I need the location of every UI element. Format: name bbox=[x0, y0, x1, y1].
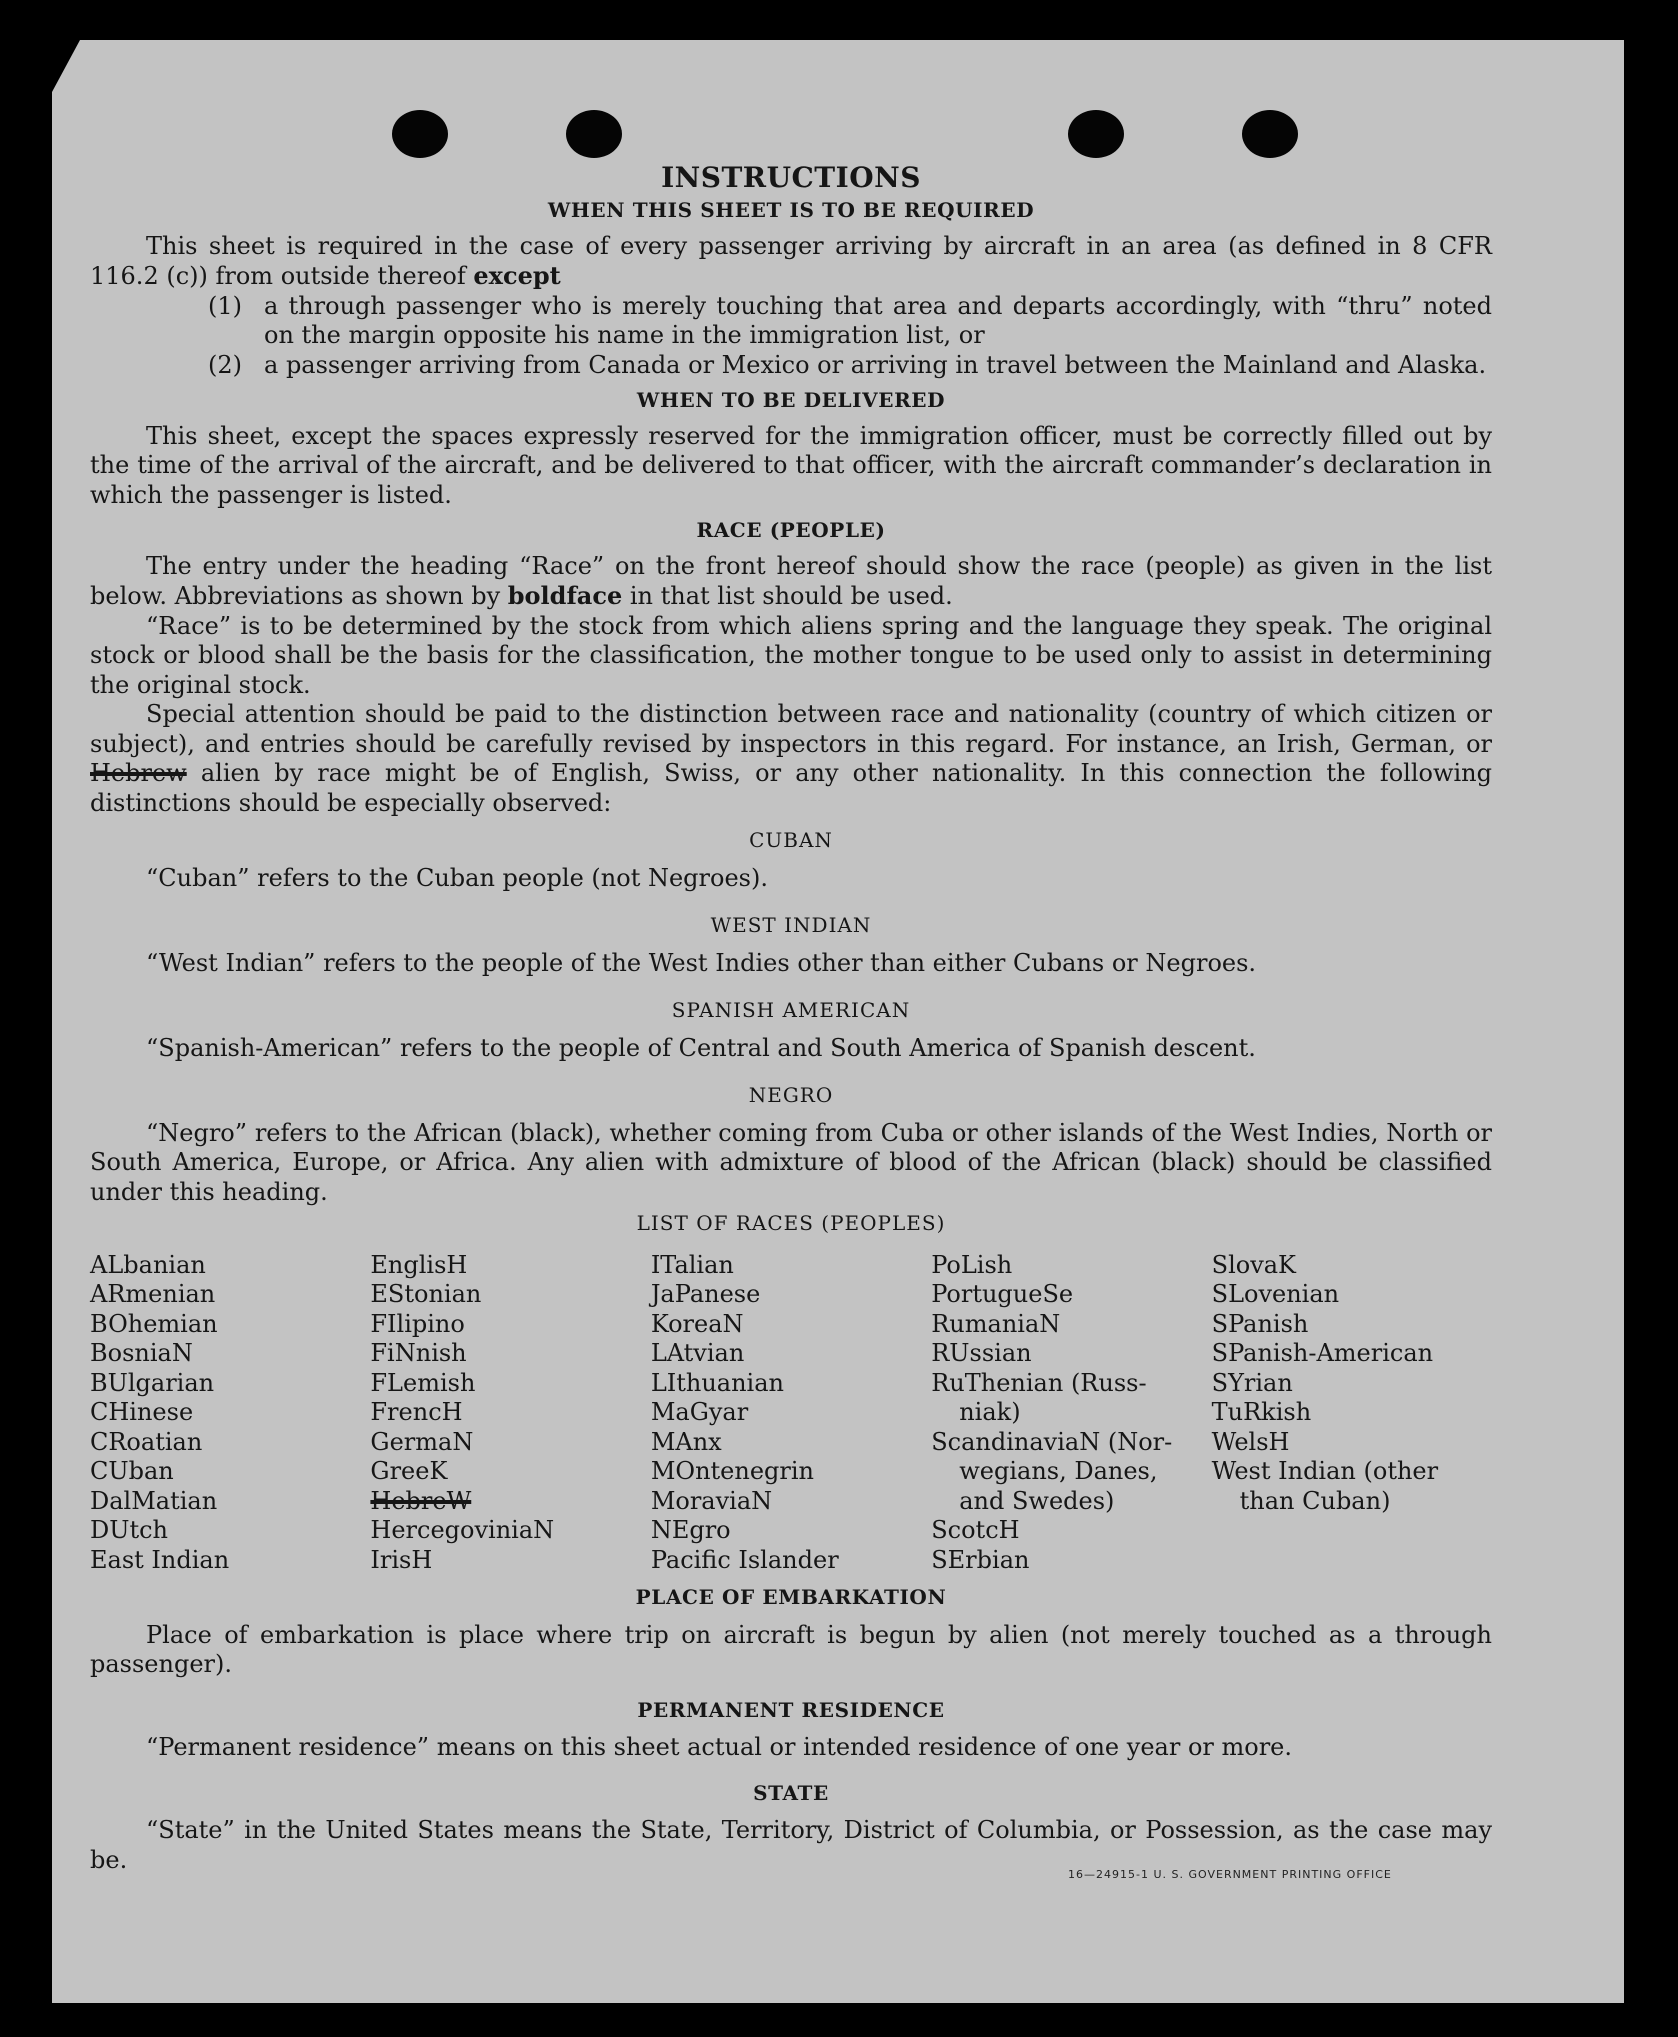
section-heading-when-delivered: WHEN TO BE DELIVERED bbox=[636, 388, 946, 412]
section-heading-race: RACE (PEOPLE) bbox=[696, 518, 886, 542]
race-entry: RuThenian (Russ- bbox=[931, 1368, 1147, 1397]
race-column bbox=[651, 1251, 931, 1576]
race-entry: DalMatian bbox=[90, 1486, 218, 1515]
race-entry: HebreW bbox=[370, 1486, 472, 1515]
paragraph: “Negro” refers to the African (black), whether coming from Cuba or other islands of the West Indies, North or South America, Europe, or Africa. Any alien with admixture of blood of the African (black) should be classified under this heading. bbox=[90, 1118, 1492, 1206]
race-entry: LAtvian bbox=[650, 1339, 745, 1367]
punch-hole bbox=[1242, 110, 1298, 158]
paragraph bbox=[90, 700, 1492, 818]
item-text: a through passenger who is merely touching that area and departs accordingly, with “thru” noted on the margin opposite his name in the immigration list, or bbox=[264, 291, 1492, 349]
race-column bbox=[90, 1251, 370, 1576]
section-heading-state: STATE bbox=[753, 1780, 829, 1805]
list-item bbox=[208, 351, 1492, 381]
paragraph bbox=[90, 552, 1492, 612]
section-heading-west-indian: WEST INDIAN bbox=[710, 913, 872, 937]
race-entry: CRoatian bbox=[90, 1427, 203, 1456]
text: The entry under the heading “Race” on the front hereof should show the race (people) as given in the list below. Abbreviations as shown by bbox=[90, 551, 1492, 610]
race-entry: SPanish-American bbox=[1211, 1339, 1434, 1367]
race-entry: BosniaN bbox=[90, 1339, 193, 1367]
race-entry: ScandinaviaN (Nor- bbox=[931, 1427, 1173, 1456]
race-entry: wegians, Danes, bbox=[959, 1457, 1158, 1485]
race-list bbox=[90, 1251, 1492, 1576]
race-entry: NEgro bbox=[650, 1516, 731, 1544]
paragraph: “West Indian” refers to the people of the West Indies other than either Cubans or Negroes. bbox=[146, 948, 1257, 977]
race-entry: IrisH bbox=[370, 1545, 433, 1574]
paragraph: “Race” is to be determined by the stock from which aliens spring and the language they speak. The original stock or blood shall be the basis for the classification, the mother tongue to be used only to assist in determining the original stock. bbox=[90, 611, 1492, 699]
race-entry: SErbian bbox=[931, 1545, 1030, 1574]
race-entry: JaPanese bbox=[650, 1280, 761, 1308]
struck-text: Hebrew bbox=[90, 759, 187, 787]
race-entry: BUlgarian bbox=[90, 1368, 215, 1397]
race-entry: East Indian bbox=[90, 1545, 230, 1574]
race-entry: SLovenian bbox=[1211, 1280, 1340, 1308]
race-entry: West Indian (other bbox=[1211, 1457, 1439, 1485]
text: in that list should be used. bbox=[629, 582, 953, 610]
text: alien by race might be of English, Swiss, or any other nationality. In this connection the following distinctions should be especially observed: bbox=[90, 759, 1492, 817]
race-column bbox=[370, 1251, 650, 1576]
item-number: (2) bbox=[208, 350, 242, 379]
section-heading-list-of-races: LIST OF RACES (PEOPLES) bbox=[636, 1211, 946, 1235]
race-entry: niak) bbox=[959, 1398, 1021, 1426]
paragraph bbox=[90, 261, 1492, 292]
paragraph: “Spanish-American” refers to the people of Central and South America of Spanish descent. bbox=[146, 1033, 1256, 1062]
race-entry: BOhemian bbox=[90, 1309, 218, 1338]
text: Special attention should be paid to the distinction between race and nationality (country of which citizen or subject), and entries should be carefully revised by inspectors in this regard. For instance, an Irish, German, or bbox=[90, 700, 1492, 758]
race-entry: HercegoviniaN bbox=[370, 1516, 555, 1544]
race-entry: ScotcH bbox=[931, 1516, 1020, 1544]
race-entry: and Swedes) bbox=[959, 1486, 1115, 1515]
race-entry: SlovaK bbox=[1211, 1250, 1296, 1279]
race-entry: DUtch bbox=[90, 1516, 169, 1544]
paragraph bbox=[90, 232, 1492, 262]
race-entry: FIlipino bbox=[370, 1309, 465, 1338]
race-entry: TuRkish bbox=[1211, 1398, 1312, 1426]
race-entry: EnglisH bbox=[370, 1250, 468, 1279]
race-entry: CUban bbox=[90, 1457, 174, 1485]
race-entry: GreeK bbox=[370, 1457, 448, 1485]
race-entry: GermaN bbox=[370, 1427, 474, 1456]
race-column bbox=[1212, 1251, 1492, 1576]
printer-imprint: 16—24915-1 U. S. GOVERNMENT PRINTING OFFICE bbox=[1068, 1868, 1392, 1881]
punch-hole bbox=[392, 110, 448, 158]
page-title: INSTRUCTIONS bbox=[661, 161, 921, 194]
punch-hole bbox=[566, 110, 622, 158]
paragraph: “Permanent residence” means on this sheet actual or intended residence of one year or more. bbox=[146, 1733, 1292, 1761]
bold-text: boldface bbox=[507, 581, 623, 610]
race-entry: SYrian bbox=[1211, 1368, 1293, 1397]
race-entry: CHinese bbox=[90, 1398, 194, 1426]
paragraph: This sheet, except the spaces expressly reserved for the immigration officer, must be correctly filled out by the time of the arrival of the aircraft, and be delivered to that officer, with the aircraft commander’s declaration in which the passenger is listed. bbox=[90, 421, 1492, 509]
section-heading-embarkation: PLACE OF EMBARKATION bbox=[635, 1585, 947, 1609]
text: This sheet is required in the case of every passenger arriving by aircraft in an area (as defined in 8 CFR bbox=[146, 231, 1492, 260]
race-entry: ARmenian bbox=[90, 1280, 216, 1308]
section-heading-cuban: CUBAN bbox=[749, 828, 833, 852]
punch-hole bbox=[1068, 110, 1124, 158]
race-entry: RUssian bbox=[931, 1339, 1032, 1367]
race-entry: ALbanian bbox=[90, 1250, 206, 1279]
race-entry: PortugueSe bbox=[931, 1280, 1074, 1308]
race-entry: Pacific Islander bbox=[650, 1545, 839, 1574]
race-entry: KoreaN bbox=[650, 1309, 744, 1338]
list-item bbox=[208, 292, 1492, 351]
race-entry: RumaniaN bbox=[931, 1309, 1061, 1338]
bold-text: except bbox=[473, 261, 561, 290]
item-number: (1) bbox=[208, 291, 242, 320]
item-text: a passenger arriving from Canada or Mexico or arriving in travel between the Mainland and Alaska. bbox=[264, 350, 1487, 379]
race-entry: than Cuban) bbox=[1239, 1486, 1391, 1515]
race-entry: LIthuanian bbox=[650, 1368, 784, 1397]
section-heading-negro: NEGRO bbox=[748, 1083, 834, 1107]
race-column bbox=[931, 1251, 1211, 1576]
race-entry: MaGyar bbox=[650, 1398, 749, 1426]
race-entry: FLemish bbox=[370, 1368, 476, 1397]
text: 116.2 (c)) from outside thereof bbox=[90, 262, 466, 290]
race-entry: MoraviaN bbox=[650, 1486, 773, 1515]
paragraph: “Cuban” refers to the Cuban people (not Negroes). bbox=[146, 863, 768, 892]
race-entry: ITalian bbox=[650, 1250, 734, 1279]
paragraph: Place of embarkation is place where trip on aircraft is begun by alien (not merely touched as a through passenger). bbox=[90, 1620, 1492, 1678]
section-heading-when-required: WHEN THIS SHEET IS TO BE REQUIRED bbox=[547, 198, 1035, 222]
section-heading-spanish-american: SPANISH AMERICAN bbox=[671, 998, 911, 1022]
race-entry: MAnx bbox=[650, 1427, 722, 1456]
paragraph: “State” in the United States means the State, Territory, District of Columbia, or Possession, as the case may be. bbox=[90, 1816, 1492, 1874]
race-entry: MOntenegrin bbox=[650, 1457, 814, 1485]
instructions-content bbox=[90, 160, 1492, 1875]
section-heading-residence: PERMANENT RESIDENCE bbox=[637, 1697, 945, 1722]
race-entry: WelsH bbox=[1211, 1427, 1290, 1456]
race-entry: FiNnish bbox=[370, 1339, 467, 1367]
race-entry: EStonian bbox=[370, 1280, 482, 1308]
race-entry: SPanish bbox=[1211, 1309, 1309, 1338]
race-entry: FrencH bbox=[370, 1398, 463, 1426]
race-entry: PoLish bbox=[931, 1250, 1013, 1279]
